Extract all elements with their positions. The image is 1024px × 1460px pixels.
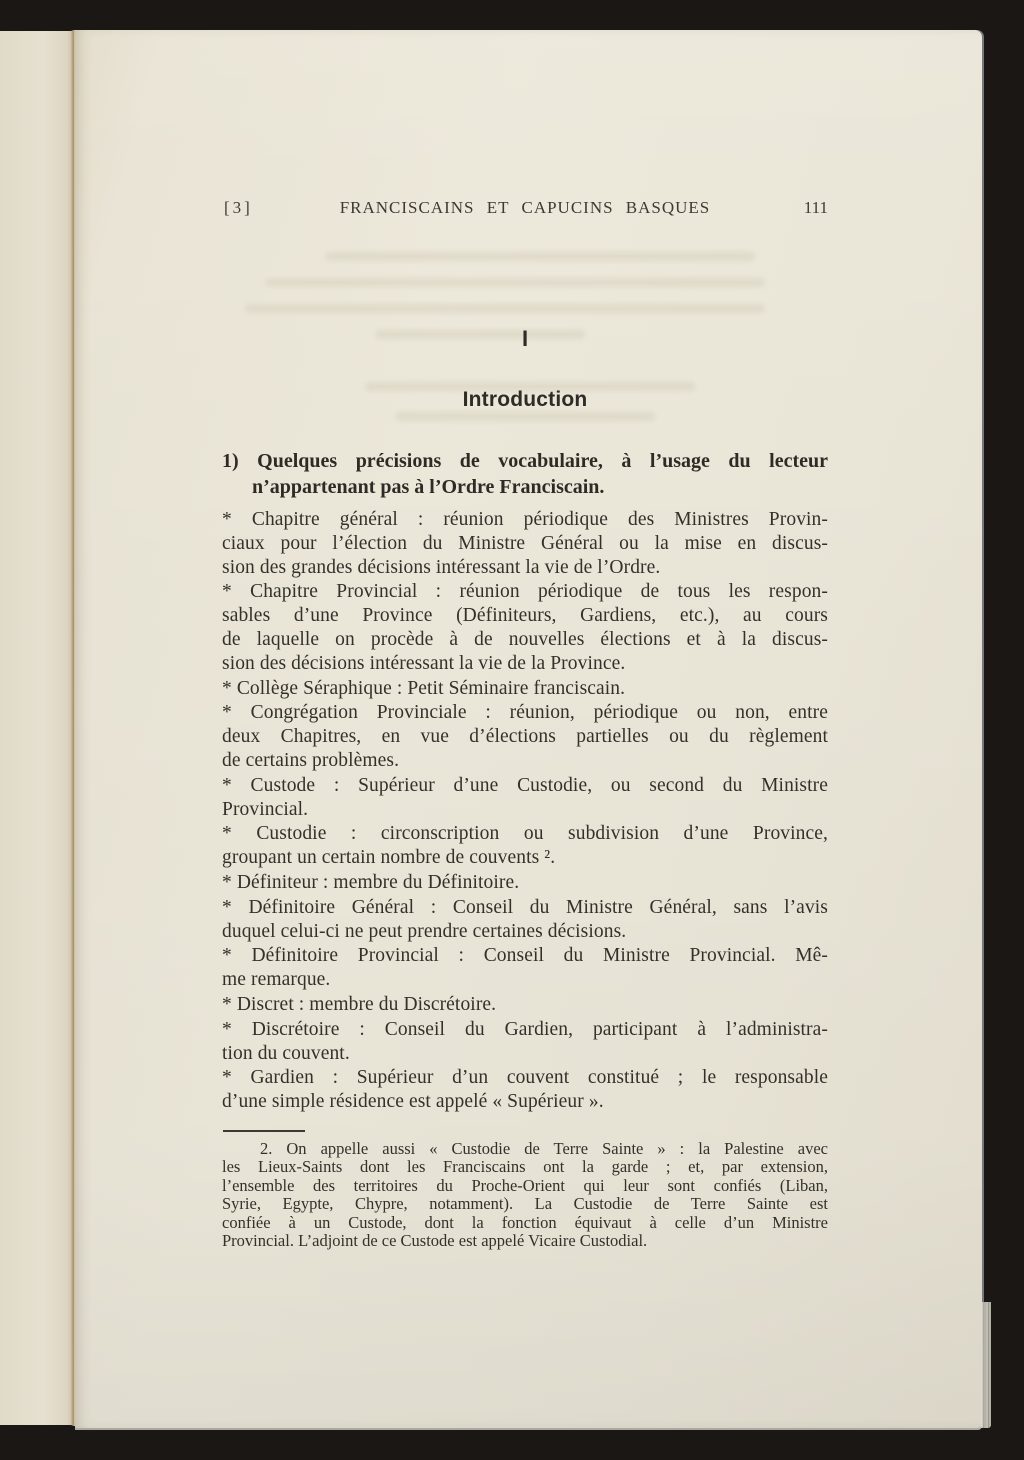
footnote-separator-rule bbox=[223, 1130, 305, 1132]
definition-paragraph bbox=[222, 896, 828, 944]
definition-paragraph bbox=[222, 1018, 828, 1066]
text-line: * Custodie : circonscription ou subdivision d’une Province, bbox=[222, 823, 828, 845]
text-line: de certains problèmes. bbox=[222, 749, 400, 771]
text-line: * Discrétoire : Conseil du Gardien, participant à l’administra- bbox=[222, 1018, 828, 1040]
text-line: sion des grandes décisions intéressant la vie de l’Ordre. bbox=[222, 556, 661, 578]
bleed-through-ghosting bbox=[395, 412, 655, 421]
text-line: duquel celui-ci ne peut prendre certaines décisions. bbox=[222, 920, 627, 942]
text-line: Syrie, Egypte, Chypre, notamment). La Custodie de Terre Sainte est bbox=[222, 1194, 828, 1214]
text-line: l’ensemble des territoires du Proche-Orient qui leur sont confiés (Liban, bbox=[222, 1175, 828, 1195]
book-page bbox=[75, 30, 982, 1428]
definition-paragraph bbox=[222, 944, 828, 992]
text-line: * Discret : membre du Discrétoire. bbox=[222, 993, 497, 1015]
text-line: sion des décisions intéressant la vie de la Province. bbox=[222, 652, 626, 674]
text-line: * Custode : Supérieur d’une Custodie, ou second du Ministre bbox=[222, 774, 828, 796]
footnote-text bbox=[222, 1140, 828, 1250]
definition-paragraph bbox=[222, 508, 828, 579]
text-line: * Chapitre Provincial : réunion périodique de tous les respon- bbox=[222, 581, 828, 603]
running-head bbox=[222, 198, 828, 220]
definition-paragraph bbox=[222, 580, 828, 675]
facing-page-edge bbox=[0, 31, 73, 1425]
text-line: * Congrégation Provinciale : réunion, périodique ou non, entre bbox=[222, 702, 828, 724]
section-title: Introduction bbox=[462, 388, 588, 411]
footnote bbox=[222, 1130, 828, 1250]
text-line: d’une simple résidence est appelé « Supérieur ». bbox=[222, 1091, 604, 1113]
definition-paragraph bbox=[222, 822, 828, 870]
definition-paragraph bbox=[222, 701, 828, 772]
section-number: I bbox=[521, 326, 529, 351]
text-line: deux Chapitres, en vue d’élections partielles ou du règlement bbox=[222, 726, 828, 748]
subsection-heading bbox=[222, 448, 828, 500]
page-number: 111 bbox=[803, 198, 828, 217]
definition-paragraph bbox=[222, 993, 828, 1017]
text-line: 1) Quelques précisions de vocabulaire, à l’usage du lecteur bbox=[222, 450, 828, 472]
bleed-through-ghosting bbox=[265, 278, 765, 287]
text-line: de laquelle on procède à de nouvelles élections et à la discus- bbox=[222, 628, 828, 650]
text-line: * Définitoire Général : Conseil du Ministre Général, sans l’avis bbox=[222, 896, 828, 918]
text-line: ciaux pour l’élection du Ministre Général ou la mise en discus- bbox=[222, 532, 828, 554]
text-line: * Définitoire Provincial : Conseil du Ministre Provincial. Mê- bbox=[222, 945, 828, 967]
text-line: tion du couvent. bbox=[222, 1042, 350, 1064]
text-line: Provincial. L’adjoint de ce Custode est appelé Vicaire Custodial. bbox=[222, 1231, 648, 1251]
running-title: FRANCISCAINS ET CAPUCINS BASQUES bbox=[339, 198, 711, 217]
text-line: Provincial. bbox=[222, 798, 309, 820]
text-line: * Gardien : Supérieur d’un couvent constitué ; le responsable bbox=[222, 1067, 828, 1089]
text-line: les Lieux-Saints dont les Franciscains ont la garde ; et, par extension, bbox=[222, 1157, 828, 1177]
definition-paragraph bbox=[222, 1066, 828, 1114]
body-text bbox=[222, 508, 828, 1115]
definition-paragraph bbox=[222, 677, 828, 701]
text-line: me remarque. bbox=[222, 969, 331, 991]
text-line: * Chapitre général : réunion périodique des Ministres Provin- bbox=[222, 509, 828, 530]
text-line: groupant un certain nombre de couvents ². bbox=[222, 847, 556, 869]
text-line: n’appartenant pas à l’Ordre Franciscain. bbox=[252, 476, 605, 498]
text-line: sables d’une Province (Définiteurs, Gardiens, etc.), au cours bbox=[222, 605, 828, 627]
article-page-marker: [3] bbox=[224, 198, 253, 217]
text-line: * Collège Séraphique : Petit Séminaire franciscain. bbox=[222, 677, 626, 699]
definition-paragraph bbox=[222, 871, 828, 895]
text-line: * Définiteur : membre du Définitoire. bbox=[222, 871, 520, 893]
bleed-through-ghosting bbox=[245, 304, 765, 313]
bleed-through-ghosting bbox=[325, 252, 755, 261]
text-line: confiée à un Custode, dont la fonction équivaut à celle d’un Ministre bbox=[222, 1212, 828, 1232]
definition-paragraph bbox=[222, 774, 828, 822]
page-stack-edge bbox=[981, 1302, 991, 1428]
text-line: 2. On appelle aussi « Custodie de Terre Sainte » : la Palestine avec bbox=[260, 1139, 828, 1158]
